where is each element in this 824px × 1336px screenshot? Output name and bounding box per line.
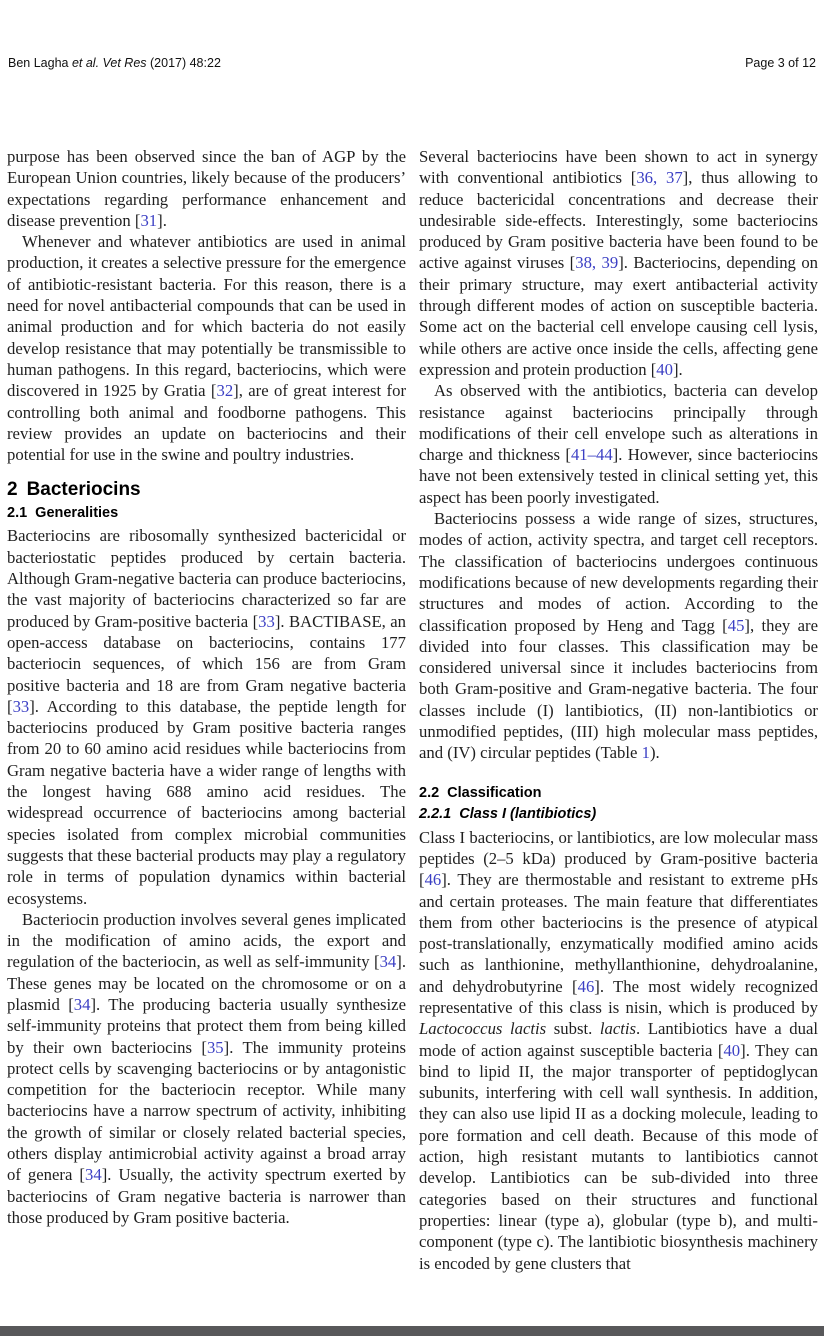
page-header bbox=[8, 56, 816, 70]
heading-title: Class I (lantibiotics) bbox=[459, 805, 597, 822]
citation-ref[interactable]: 41–44 bbox=[570, 445, 613, 465]
species-name-italic: Lactococcus lactis bbox=[419, 1019, 547, 1039]
text-run: ]. bbox=[157, 210, 167, 230]
citation-ref[interactable]: 34 bbox=[73, 994, 91, 1014]
text-run: ]. Usually, the activity spectrum exerted by bacteriocins of Gram negative bacteria is narrower than those produced by Gram positive bacteria. bbox=[7, 1165, 406, 1227]
section-heading-2 bbox=[7, 479, 406, 501]
citation-ref[interactable]: 40 bbox=[723, 1040, 741, 1060]
heading-title: Generalities bbox=[35, 505, 119, 522]
citation-ref[interactable]: 34 bbox=[85, 1165, 102, 1185]
footer-bar bbox=[0, 1326, 824, 1336]
citation-ref[interactable]: 32 bbox=[216, 381, 234, 401]
right-column bbox=[419, 146, 818, 1274]
text-run: ]. bbox=[672, 359, 683, 379]
citation-ref[interactable]: 38, 39 bbox=[575, 253, 619, 273]
citation-ref[interactable]: 45 bbox=[727, 615, 745, 635]
text-run: ]. These genes may be located on the chromosome or on a plasmid [ bbox=[7, 952, 406, 1014]
citation-ref[interactable]: 36, 37 bbox=[636, 168, 683, 188]
journal-name: et al. Vet Res bbox=[71, 56, 147, 70]
text-run: Bacteriocins possess a wide range of sizes, structures, modes of action, activity spectra, and target cell receptors. The classification of bacteriocins undergoes continuous modifications because of new developments regarding their structures and modes of action. According to the classification proposed by Heng and Tagg [ bbox=[419, 509, 818, 635]
text-run: ]. They are thermostable and resistant to extreme pHs and certain proteases. The main feature that differentiates them from other bacteriocins is the presence of atypical post-translationally, enzymatically modified amino acids such as lanthionine, methyllanthionine, dehydroalanine, and dehydrobutyrine [ bbox=[419, 870, 818, 996]
text-run: ]. The producing bacteria usually synthesize self-immunity proteins that protect them from being killed by their own bacteriocins [ bbox=[7, 994, 406, 1057]
paragraph bbox=[7, 146, 406, 231]
citation-ref[interactable]: 34 bbox=[379, 952, 397, 972]
running-head-citation bbox=[8, 56, 221, 70]
citation-ref[interactable]: 33 bbox=[258, 611, 275, 631]
heading-number: 2.1 bbox=[7, 505, 28, 522]
text-run: Class I bacteriocins, or lantibiotics, are low molecular mass peptides (2–5 kDa) produced by Gram-positive bacteria [ bbox=[419, 827, 818, 890]
text-run: ], are of great interest for controlling both animal and foodborne pathogens. This review provides an update on bacteriocins and their potential for use in the swine and poultry industries. bbox=[7, 381, 406, 465]
section-heading-2.2.1 bbox=[419, 805, 818, 824]
text-run: Bacteriocins are ribosomally synthesized bactericidal or bacteriostatic peptides produced by certain bacteria. Although Gram-negative bacteria can produce bacteriocins, the vast majority of bacteriocins characterized so far are produced by Gram-positive bacteria [ bbox=[7, 526, 406, 631]
heading-number: 2 bbox=[7, 479, 18, 501]
paragraph bbox=[419, 380, 818, 508]
paragraph bbox=[419, 146, 818, 380]
heading-number: 2.2.1 bbox=[419, 805, 452, 822]
text-run: ]. However, since bacteriocins have not been extensively tested in clinical setting yet, this aspect has been poorly investigated. bbox=[419, 445, 818, 507]
citation-ref[interactable]: 33 bbox=[12, 696, 30, 716]
text-run: ]. They can bind to lipid II, the major transporter of peptidoglycan subunits, interfering with cell wall synthesis. In addition, they can also use lipid II as a docking molecule, leading to pore formation and cell death. Because of this mode of action, high resistant mutants to lantibiotics cannot develop. Lantibiotics can be sub-divided into three categories based on their structures and functional properties: linear (type a), globular (type b), and multi-component (type c). The lantibiotic biosynthesis machinery is encoded by gene clusters that bbox=[419, 1040, 818, 1273]
text-run: ]. According to this database, the peptide length for bacteriocins produced by Gram positive bacteria ranges from 20 to 60 amino acid residues while bacteriocins from Gram negative bacteria have a wider range of lengths with the longest having 688 amino acid residues. The widespread occurrence of bacteriocins among bacterial species isolated from complex microbial communities suggests that these bacterial products may play a regulatory role in terms of population dynamics within bacterial ecosystems. bbox=[7, 696, 406, 908]
text-run: Several bacteriocins have been shown to act in synergy with conventional antibiotics [ bbox=[419, 147, 818, 188]
page-number-label: Page 3 of 12 bbox=[745, 56, 816, 70]
text-run: ]. The immunity proteins protect cells by scavenging bacteriocins or by antagonistic competition for the bacteriocin receptor. While many bacteriocins have a narrow spectrum of activity, inhibiting the growth of similar or closely related bacterial species, others display antimicrobial activity against a broad array of genera [ bbox=[7, 1037, 406, 1185]
volume-issue: (2017) 48:22 bbox=[146, 56, 221, 70]
heading-title: Bacteriocins bbox=[26, 479, 141, 501]
citation-ref[interactable]: 40 bbox=[656, 359, 673, 379]
paragraph bbox=[7, 909, 406, 1228]
text-run: purpose has been observed since the ban of AGP by the European Union countries, likely because of the producers’ expectations regarding performance enhancement and disease prevention [ bbox=[7, 147, 406, 230]
text-run: ]. BACTIBASE, an open-access database on bacteriocins, contains 177 bacteriocin sequences, of which 156 are from Gram positive bacteria and 18 are from Gram negative bacteria [ bbox=[7, 611, 406, 716]
paragraph bbox=[419, 508, 818, 764]
paragraph bbox=[7, 525, 406, 908]
section-heading-2.1 bbox=[7, 504, 406, 523]
citation-ref[interactable]: 35 bbox=[206, 1037, 224, 1057]
text-run: Bacteriocin production involves several genes implicated in the modification of amino acids, the export and regulation of the bacteriocin, as well as self-immunity [ bbox=[7, 909, 406, 972]
text-run: ). bbox=[649, 743, 660, 763]
text-run: Whenever and whatever antibiotics are used in animal production, it creates a selective pressure for the emergence of antibiotic-resistant bacteria. For this reason, there is a need for novel antibacterial compounds that can be used in animal production and for which bacteria do not easily develop resistance that may potentially be transmissible to human pathogens. In this regard, bacteriocins, which were discovered in 1925 by Gratia [ bbox=[7, 232, 406, 401]
citation-ref[interactable]: 31 bbox=[140, 210, 158, 230]
paragraph bbox=[419, 827, 818, 1274]
species-name-italic: lactis bbox=[599, 1019, 637, 1039]
text-run: . Lantibiotics have a dual mode of action against susceptible bacteria [ bbox=[419, 1019, 818, 1060]
citation-ref[interactable]: 46 bbox=[424, 870, 442, 890]
text-run: ], thus allowing to reduce bactericidal concentrations and decrease their undesirable side-effects. Interestingly, some bacteriocins produced by Gram positive bacteria have been found to be active against viruses [ bbox=[419, 168, 818, 273]
text-run: ]. Bacteriocins, depending on their primary structure, may exert antibacterial activity through different modes of action on susceptible bacteria. Some act on the bacterial cell envelope causing cell lysis, while others are active once inside the cells, affecting gene expression and protein production [ bbox=[419, 253, 819, 379]
text-run: As observed with the antibiotics, bacteria can develop resistance against bacteriocins principally through modifications of their cell envelope such as alterations in charge and thickness [ bbox=[419, 381, 818, 465]
author-names: Ben Lagha bbox=[8, 56, 72, 70]
left-column bbox=[7, 146, 406, 1274]
heading-title: Classification bbox=[447, 784, 542, 801]
paragraph bbox=[7, 231, 406, 465]
citation-ref[interactable]: 46 bbox=[577, 976, 595, 996]
text-run: ]. The most widely recognized representative of this class is nisin, which is produced by bbox=[419, 976, 818, 1017]
section-heading-2.2 bbox=[419, 784, 818, 803]
heading-number: 2.2 bbox=[419, 784, 440, 801]
citation-ref[interactable]: 1 bbox=[641, 743, 650, 763]
text-run: ], they are divided into four classes. This classification may be considered universal since it includes bacteriocins from both Gram-positive and Gram-negative bacteria. The four classes include (I) lantibiotics, (II) non-lantibiotics or unmodified peptides, (III) high molecular mass peptides, and (IV) circular peptides (Table bbox=[419, 615, 818, 763]
article-body bbox=[7, 146, 818, 1274]
text-run: subst. bbox=[546, 1019, 600, 1039]
